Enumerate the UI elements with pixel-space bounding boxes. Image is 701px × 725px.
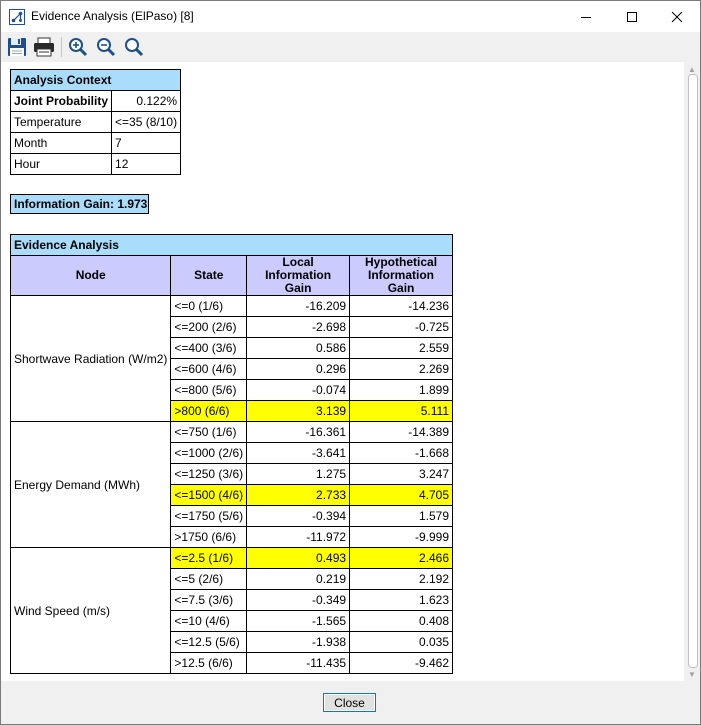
table-row (11, 296, 453, 317)
maximize-icon (626, 11, 638, 23)
local-gain-cell: -1.938 (247, 632, 350, 653)
context-label: Temperature (11, 112, 112, 133)
minimize-icon (580, 11, 592, 23)
local-gain-cell: 0.296 (247, 359, 350, 380)
hypothetical-gain-cell: -1.668 (350, 443, 453, 464)
table-row (11, 422, 453, 443)
zoom-reset-button[interactable] (122, 35, 146, 59)
hypothetical-gain-cell: -0.725 (350, 317, 453, 338)
local-gain-cell: 0.586 (247, 338, 350, 359)
context-label: Hour (11, 154, 112, 175)
local-gain-cell: 1.275 (247, 464, 350, 485)
column-header-state: State (171, 256, 247, 296)
zoom-in-icon (68, 37, 88, 57)
hypothetical-gain-cell: 2.466 (350, 548, 453, 569)
local-gain-cell: 3.139 (247, 401, 350, 422)
close-window-button[interactable] (654, 1, 700, 32)
local-gain-cell: 0.219 (247, 569, 350, 590)
save-icon (7, 37, 27, 57)
node-name-cell: Wind Speed (m/s) (11, 548, 171, 674)
local-gain-cell: -3.641 (247, 443, 350, 464)
hypothetical-gain-cell: 2.192 (350, 569, 453, 590)
state-cell: <=0 (1/6) (171, 296, 247, 317)
local-gain-cell: -2.698 (247, 317, 350, 338)
zoom-out-icon (96, 37, 116, 57)
information-gain-label: Information Gain: 1.973 (10, 194, 149, 214)
analysis-context-header: Analysis Context (11, 70, 181, 91)
hypothetical-gain-cell: -9.999 (350, 527, 453, 548)
column-header-node: Node (11, 256, 171, 296)
local-gain-cell: -16.209 (247, 296, 350, 317)
local-gain-cell: -1.565 (247, 611, 350, 632)
evidence-rows (11, 296, 453, 674)
local-gain-cell: -11.972 (247, 527, 350, 548)
local-gain-cell: -11.435 (247, 653, 350, 674)
zoom-reset-icon (124, 37, 144, 57)
close-button[interactable]: Close (323, 693, 376, 712)
local-gain-cell: 0.493 (247, 548, 350, 569)
table-row (11, 112, 181, 133)
hypothetical-gain-cell: 2.269 (350, 359, 453, 380)
print-button[interactable] (32, 35, 56, 59)
context-label: Month (11, 133, 112, 154)
print-icon (33, 37, 55, 57)
evidence-analysis-header: Evidence Analysis (11, 235, 453, 256)
state-cell: <=1500 (4/6) (171, 485, 247, 506)
scroll-up-icon[interactable]: ▲ (688, 64, 696, 74)
state-cell: <=750 (1/6) (171, 422, 247, 443)
minimize-button[interactable] (563, 1, 609, 32)
state-cell: <=10 (4/6) (171, 611, 247, 632)
local-gain-cell: -0.394 (247, 506, 350, 527)
evidence-analysis-table (10, 234, 453, 674)
state-cell: <=2.5 (1/6) (171, 548, 247, 569)
app-icon (9, 9, 25, 25)
vertical-scrollbar[interactable] (684, 62, 700, 681)
hypothetical-gain-cell: 0.408 (350, 611, 453, 632)
table-row (11, 154, 181, 175)
state-cell: <=12.5 (5/6) (171, 632, 247, 653)
save-button[interactable] (5, 35, 29, 59)
context-value: 12 (112, 154, 181, 175)
local-gain-cell: -0.074 (247, 380, 350, 401)
node-name-cell: Energy Demand (MWh) (11, 422, 171, 548)
close-icon (671, 11, 683, 23)
state-cell: <=1000 (2/6) (171, 443, 247, 464)
hypothetical-gain-cell: -14.236 (350, 296, 453, 317)
column-header-hypothetical-gain: Hypothetical Information Gain (350, 256, 453, 296)
hypothetical-gain-cell: 3.247 (350, 464, 453, 485)
toolbar-separator (61, 37, 62, 57)
hypothetical-gain-cell: 1.623 (350, 590, 453, 611)
zoom-out-button[interactable] (94, 35, 118, 59)
table-row (11, 91, 181, 112)
dialog-footer (1, 681, 700, 724)
hypothetical-gain-cell: 1.899 (350, 380, 453, 401)
state-cell: <=200 (2/6) (171, 317, 247, 338)
context-value: 0.122% (112, 91, 181, 112)
hypothetical-gain-cell: 1.579 (350, 506, 453, 527)
zoom-in-button[interactable] (66, 35, 90, 59)
hypothetical-gain-cell: -9.462 (350, 653, 453, 674)
column-header-local-gain: Local Information Gain (247, 256, 350, 296)
toolbar (1, 32, 700, 62)
title-bar[interactable] (1, 1, 700, 32)
local-gain-cell: 2.733 (247, 485, 350, 506)
scrollbar-thumb[interactable] (688, 74, 698, 668)
hypothetical-gain-cell: 0.035 (350, 632, 453, 653)
analysis-context-table (10, 69, 181, 175)
local-gain-cell: -16.361 (247, 422, 350, 443)
scroll-down-icon[interactable]: ▼ (688, 669, 696, 679)
hypothetical-gain-cell: -14.389 (350, 422, 453, 443)
hypothetical-gain-cell: 2.559 (350, 338, 453, 359)
state-cell: <=800 (5/6) (171, 380, 247, 401)
maximize-button[interactable] (609, 1, 655, 32)
window-title: Evidence Analysis (ElPaso) [8] (31, 9, 194, 23)
table-row (11, 133, 181, 154)
state-cell: <=1750 (5/6) (171, 506, 247, 527)
table-row (11, 548, 453, 569)
state-cell: <=1250 (3/6) (171, 464, 247, 485)
state-cell: <=600 (4/6) (171, 359, 247, 380)
state-cell: >1750 (6/6) (171, 527, 247, 548)
hypothetical-gain-cell: 5.111 (350, 401, 453, 422)
state-cell: <=5 (2/6) (171, 569, 247, 590)
state-cell: >12.5 (6/6) (171, 653, 247, 674)
node-name-cell: Shortwave Radiation (W/m2) (11, 296, 171, 422)
context-value: 7 (112, 133, 181, 154)
context-value: <=35 (8/10) (112, 112, 181, 133)
report-content[interactable] (1, 62, 684, 681)
state-cell: <=7.5 (3/6) (171, 590, 247, 611)
local-gain-cell: -0.349 (247, 590, 350, 611)
state-cell: >800 (6/6) (171, 401, 247, 422)
context-label: Joint Probability (11, 91, 112, 112)
hypothetical-gain-cell: 4.705 (350, 485, 453, 506)
state-cell: <=400 (3/6) (171, 338, 247, 359)
